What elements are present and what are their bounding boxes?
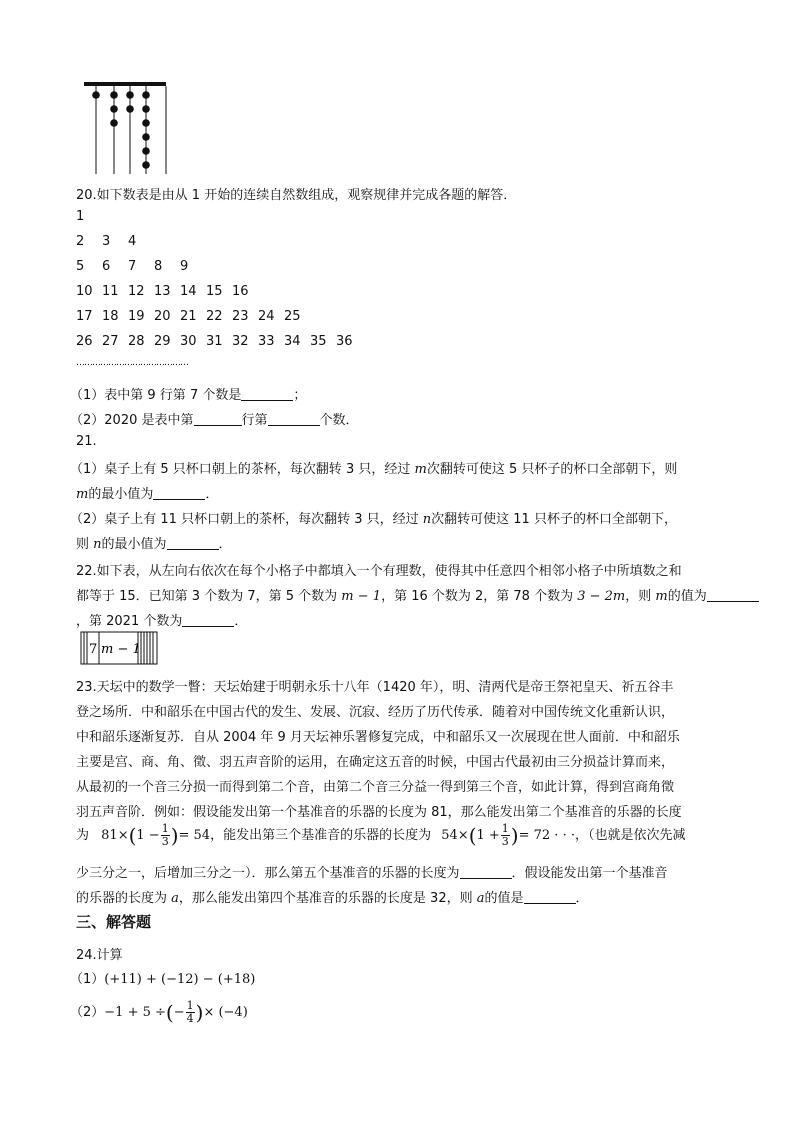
number-cell: 8 [154,259,163,274]
q22-line3: ，第 2021 个数为 ． [76,614,248,629]
number-cell: 24 [258,309,275,324]
number-cell: 27 [102,334,119,349]
answer-blank[interactable] [268,412,320,426]
abacus-figure [82,80,168,176]
number-cell: 30 [180,334,197,349]
answer-blank[interactable] [182,613,234,627]
number-row [76,284,362,309]
abacus-bead [142,105,150,113]
q23-line8: 少三分之一，后增加三分之一）．那么第五个基准音的乐器的长度为 ．假设能发出第一个基准音 [76,866,668,881]
number-cell: 5 [76,259,85,274]
number-cell: 36 [336,334,353,349]
answer-blank[interactable] [241,387,293,401]
q20-text: 20.如下数表是由从 1 开始的连续自然数组成，观察规律并完成各题的解答． [76,188,517,203]
q21-part1-line1: （1）桌子上有 5 只杯口朝上的茶杯，每次翻转 3 只，经过 m次翻转可使这 5 只杯子的杯口全部朝下，则 [70,462,678,477]
abacus-bead [126,105,134,113]
q20-sub2: （2）2020 是表中第 行第 个数． [70,413,359,428]
q23-line: 主要是宫、商、角、徵、羽五声音阶的运用，在确定这五音的时候，中国古代最初由三分损益计算而来， [76,755,675,770]
q23-line9: 的乐器的长度为 a，那么能发出第四个基准音的乐器的长度是 32，则 a的值是 ． [76,891,589,906]
q23-paragraph [76,675,682,825]
number-cell: 13 [154,284,171,299]
number-cell: 28 [128,334,145,349]
q22-line2: 都等于 15．已知第 3 个数为 7，第 5 个数为 m − 1，第 16 个数为 2，第 78 个数为 3 − 2m，则 m的值为 [76,585,759,604]
q22-line1: 22.如下表，从左向右依次在每个小格子中都填入一个有理数，使得其中任意四个相邻小格子中所填数之和 [76,564,682,579]
abacus-bead [142,91,150,99]
abacus-bead [142,133,150,141]
q24-title: 24.计算 [76,948,123,963]
number-cell: 17 [76,309,93,324]
number-cell: 9 [180,259,189,274]
number-cell: 21 [180,309,197,324]
answer-blank[interactable] [524,890,576,904]
number-cell: 4 [128,234,137,249]
answer-blank[interactable] [707,588,759,602]
number-cell: 6 [102,259,111,274]
q23-line: 23.天坛中的数学一瞥：天坛始建于明朝永乐十八年（1420 年），明、清两代是帝王祭祀皇天、祈五谷丰 [76,680,674,695]
q23-line: 中和韶乐逐渐复苏．自从 2004 年 9 月天坛神乐署修复完成，中和韶乐又一次展现在世人面前．中和韶乐 [76,730,680,745]
number-cell: 31 [206,334,223,349]
q23-line: 从最初的一个音三分损一而得到第二个音，由第二个音三分益一得到第三个音，如此计算，得到宫商角徵 [76,780,675,795]
number-table [76,209,362,359]
number-cell: 35 [310,334,327,349]
abacus-beam [84,82,166,86]
number-row [76,209,362,234]
number-cell: 26 [76,334,93,349]
number-row [76,234,362,259]
q21-part2-line1: （2）桌子上有 11 只杯口朝上的茶杯，每次翻转 3 只，经过 n次翻转可使这 11 只杯子的杯口全部朝下， [70,512,677,527]
number-cell: 29 [154,334,171,349]
abacus-bead [110,105,118,113]
number-cell: 16 [232,284,249,299]
q21-part1-line2: m的最小值为 ． [76,487,219,502]
number-row [76,334,362,359]
answer-blank[interactable] [167,536,219,550]
number-cell: 7 [128,259,137,274]
number-cell: 34 [284,334,301,349]
number-row [76,309,362,334]
answer-blank[interactable] [153,486,205,500]
abacus-bead [142,147,150,155]
q20-sub1: （1）表中第 9 行第 7 个数是 ； [70,388,307,403]
q24-part1: （1）(+11) + (−12) − (+18) [70,972,256,987]
number-cell: 14 [180,284,197,299]
q23-line: 羽五声音阶．例如：假设能发出第一个基准音的乐器的长度为 81，那么能发出第二个基准音的乐器的长度 [76,805,682,820]
grid-table [80,631,158,665]
abacus-bead [110,91,118,99]
abacus-bead [142,161,150,169]
number-row [76,259,362,284]
number-cell: 3 [102,234,111,249]
abacus-bead [110,119,118,127]
number-cell: 10 [76,284,93,299]
number-cell: 11 [102,284,119,299]
q21-part2-line2: 则 n的最小值为 ． [76,537,232,552]
number-cell: 22 [206,309,223,324]
answer-blank[interactable] [194,412,242,426]
grid-cell-3: 7 [89,642,98,657]
number-cell: 1 [76,209,85,224]
number-cell: 32 [232,334,249,349]
abacus-bead [142,119,150,127]
grid-cell-5: m − 1 [101,642,141,657]
answer-blank[interactable] [460,865,512,879]
number-cell: 19 [128,309,145,324]
number-cell: 12 [128,284,145,299]
section-heading: 三、解答题 [76,913,152,931]
q24-part2: （2）−1 + 5 ÷(− $\frac{1}{4}$ )× (−4) [70,999,248,1025]
number-cell: 18 [102,309,119,324]
dots-separator: …………………………………… [76,358,188,368]
number-cell: 23 [232,309,249,324]
q23-line: 登之场所．中和韶乐在中国古代的发生、发展、沉寂、经历了历代传承．随着对中国传统文化重新认识， [76,705,675,720]
number-cell: 25 [284,309,301,324]
number-cell: 33 [258,334,275,349]
number-cell: 20 [154,309,171,324]
abacus-bead [92,91,100,99]
q21-number: 21. [76,434,97,449]
number-cell: 15 [206,284,223,299]
abacus-bead [126,91,134,99]
number-cell: 2 [76,234,85,249]
q23-formula-line: 为 81×(1 − $\frac{1}{3}$ )= 54，能发出第三个基准音的乐器的长度为 54×(1 + $\frac{1}{3}$ )= 72 · · ·，（也就是依次先减 [76,822,686,848]
